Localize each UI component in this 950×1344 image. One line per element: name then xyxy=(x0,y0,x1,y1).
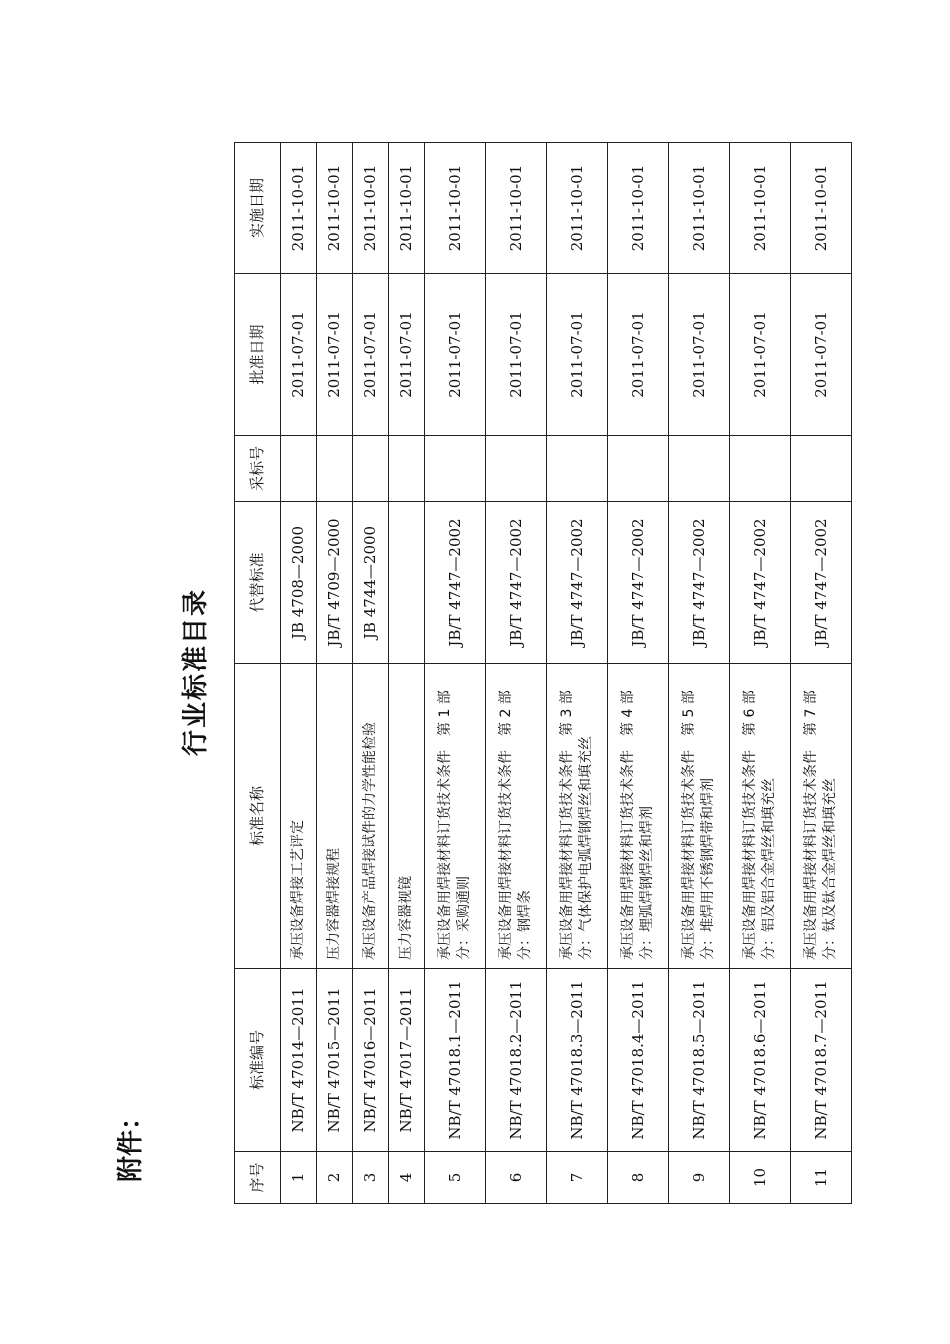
cell-effective: 2011-10-01 xyxy=(729,143,790,274)
cell-name: 承压设备用焊接材料订货技术条件 第 2 部分：钢焊条 xyxy=(485,664,546,969)
table-row xyxy=(729,143,790,1204)
cell-no: 7 xyxy=(546,1152,607,1204)
table-row xyxy=(425,143,486,1204)
cell-name: 承压设备用焊接材料订货技术条件 第 4 部分：埋弧焊钢焊丝和焊剂 xyxy=(607,664,668,969)
cell-effective: 2011-10-01 xyxy=(281,143,317,274)
header-approved: 批准日期 xyxy=(235,274,281,436)
table-row xyxy=(389,143,425,1204)
cell-name: 压力容器视镜 xyxy=(389,664,425,969)
cell-replaces: JB/T 4747—2002 xyxy=(729,502,790,664)
page-title: 行业标准目录 xyxy=(181,588,211,757)
cell-effective: 2011-10-01 xyxy=(425,143,486,274)
cell-effective: 2011-10-01 xyxy=(389,143,425,274)
cell-approved: 2011-07-01 xyxy=(353,274,389,436)
cell-approved: 2011-07-01 xyxy=(607,274,668,436)
cell-replaces: JB 4744—2000 xyxy=(353,502,389,664)
cell-name: 承压设备用焊接材料订货技术条件 第 3 部分：气体保护电弧焊钢焊丝和填充丝 xyxy=(546,664,607,969)
cell-code: NB/T 47017—2011 xyxy=(389,969,425,1152)
cell-effective: 2011-10-01 xyxy=(485,143,546,274)
cell-no: 3 xyxy=(353,1152,389,1204)
header-adopted: 采标号 xyxy=(235,436,281,502)
cell-no: 1 xyxy=(281,1152,317,1204)
cell-no: 2 xyxy=(317,1152,353,1204)
cell-no: 4 xyxy=(389,1152,425,1204)
cell-replaces: JB/T 4747—2002 xyxy=(546,502,607,664)
attachment-label: 附件： xyxy=(116,1104,146,1183)
cell-no: 9 xyxy=(668,1152,729,1204)
cell-code: NB/T 47018.4—2011 xyxy=(607,969,668,1152)
header-code: 标准编号 xyxy=(235,969,281,1152)
cell-code: NB/T 47014—2011 xyxy=(281,969,317,1152)
table-row xyxy=(281,143,317,1204)
table-row xyxy=(607,143,668,1204)
cell-effective: 2011-10-01 xyxy=(546,143,607,274)
cell-effective: 2011-10-01 xyxy=(317,143,353,274)
cell-replaces: JB/T 4747—2002 xyxy=(485,502,546,664)
cell-code: NB/T 47018.1—2011 xyxy=(425,969,486,1152)
cell-adopted xyxy=(546,436,607,502)
cell-name: 承压设备用焊接材料订货技术条件 第 1 部分：采购通则 xyxy=(425,664,486,969)
cell-approved: 2011-07-01 xyxy=(317,274,353,436)
cell-adopted xyxy=(790,436,851,502)
cell-adopted xyxy=(668,436,729,502)
cell-code: NB/T 47016—2011 xyxy=(353,969,389,1152)
cell-approved: 2011-07-01 xyxy=(281,274,317,436)
cell-replaces: JB 4708—2000 xyxy=(281,502,317,664)
cell-replaces: JB/T 4747—2002 xyxy=(790,502,851,664)
header-no: 序号 xyxy=(235,1152,281,1204)
table-row xyxy=(317,143,353,1204)
cell-name: 承压设备用焊接材料订货技术条件 第 7 部分：钛及钛合金焊丝和填充丝 xyxy=(790,664,851,969)
table-row xyxy=(546,143,607,1204)
cell-effective: 2011-10-01 xyxy=(353,143,389,274)
cell-name: 压力容器焊接规程 xyxy=(317,664,353,969)
table-header-row xyxy=(235,143,281,1204)
cell-no: 5 xyxy=(425,1152,486,1204)
cell-approved: 2011-07-01 xyxy=(485,274,546,436)
cell-adopted xyxy=(317,436,353,502)
cell-code: NB/T 47018.2—2011 xyxy=(485,969,546,1152)
table-row xyxy=(668,143,729,1204)
cell-approved: 2011-07-01 xyxy=(729,274,790,436)
cell-code: NB/T 47018.7—2011 xyxy=(790,969,851,1152)
cell-replaces: JB/T 4747—2002 xyxy=(607,502,668,664)
cell-adopted xyxy=(425,436,486,502)
cell-adopted xyxy=(353,436,389,502)
table-row xyxy=(353,143,389,1204)
cell-name: 承压设备焊接工艺评定 xyxy=(281,664,317,969)
cell-approved: 2011-07-01 xyxy=(389,274,425,436)
cell-adopted xyxy=(607,436,668,502)
cell-effective: 2011-10-01 xyxy=(607,143,668,274)
cell-adopted xyxy=(485,436,546,502)
cell-code: NB/T 47018.3—2011 xyxy=(546,969,607,1152)
cell-replaces: JB/T 4747—2002 xyxy=(425,502,486,664)
cell-adopted xyxy=(281,436,317,502)
cell-code: NB/T 47015—2011 xyxy=(317,969,353,1152)
cell-approved: 2011-07-01 xyxy=(790,274,851,436)
cell-name: 承压设备用焊接材料订货技术条件 第 5 部分：堆焊用不锈钢焊带和焊剂 xyxy=(668,664,729,969)
cell-approved: 2011-07-01 xyxy=(668,274,729,436)
cell-adopted xyxy=(729,436,790,502)
cell-effective: 2011-10-01 xyxy=(668,143,729,274)
cell-replaces: JB/T 4747—2002 xyxy=(668,502,729,664)
cell-no: 10 xyxy=(729,1152,790,1204)
cell-code: NB/T 47018.5—2011 xyxy=(668,969,729,1152)
cell-adopted xyxy=(389,436,425,502)
cell-no: 6 xyxy=(485,1152,546,1204)
cell-no: 11 xyxy=(790,1152,851,1204)
cell-replaces: JB/T 4709—2000 xyxy=(317,502,353,664)
cell-approved: 2011-07-01 xyxy=(546,274,607,436)
cell-approved: 2011-07-01 xyxy=(425,274,486,436)
cell-no: 8 xyxy=(607,1152,668,1204)
cell-code: NB/T 47018.6—2011 xyxy=(729,969,790,1152)
cell-name: 承压设备用焊接材料订货技术条件 第 6 部分：铝及铝合金焊丝和填充丝 xyxy=(729,664,790,969)
standards-table xyxy=(234,142,852,1204)
header-name: 标准名称 xyxy=(235,664,281,969)
table-row xyxy=(790,143,851,1204)
cell-name: 承压设备产品焊接试件的力学性能检验 xyxy=(353,664,389,969)
cell-replaces xyxy=(389,502,425,664)
header-effective: 实施日期 xyxy=(235,143,281,274)
table-row xyxy=(485,143,546,1204)
header-replaces: 代替标准 xyxy=(235,502,281,664)
cell-effective: 2011-10-01 xyxy=(790,143,851,274)
